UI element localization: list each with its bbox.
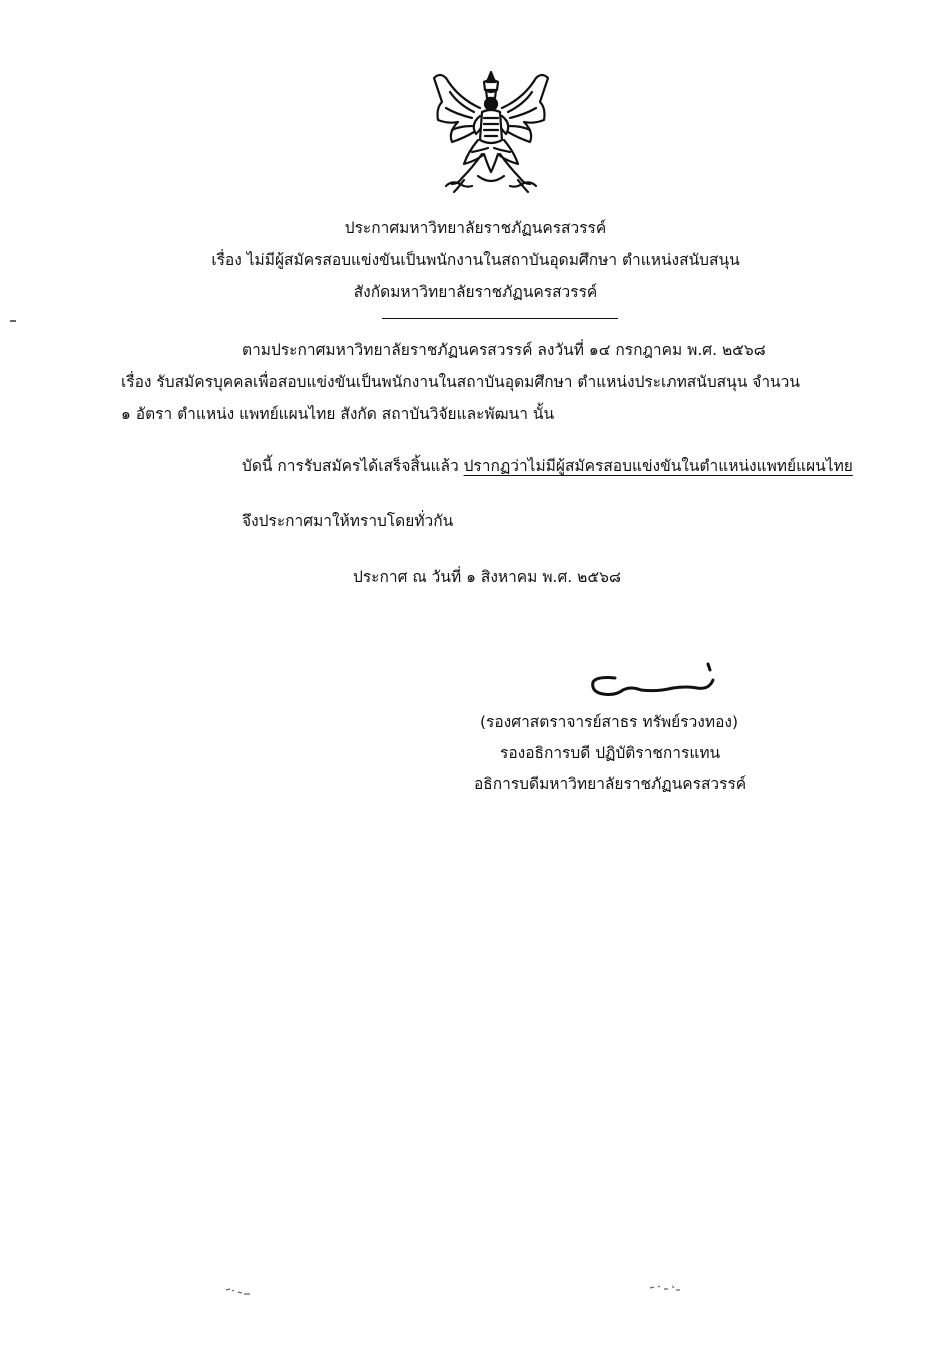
garuda-emblem-icon xyxy=(428,68,554,200)
handwritten-signature xyxy=(585,656,725,704)
paragraph-1-line-1: ตามประกาศมหาวิทยาลัยราชภัฏนครสวรรค์ ลงวันที่ ๑๔ กรกฎาคม พ.ศ. ๒๕๖๘ xyxy=(242,341,766,359)
paragraph-1-line-2: เรื่อง รับสมัครบุคคลเพื่อสอบแข่งขันเป็นพนักงานในสถาบันอุดมศึกษา ตำแหน่งประเภทสนับสนุน จำนวน xyxy=(121,373,800,391)
scan-edge-mark xyxy=(10,320,16,322)
paragraph-1-line-3: ๑ อัตรา ตำแหน่ง แพทย์แผนไทย สังกัด สถาบันวิจัยและพัฒนา นั้น xyxy=(121,405,555,423)
paragraph-3: จึงประกาศมาให้ทราบโดยทั่วกัน xyxy=(242,512,454,530)
announcement-title: ประกาศมหาวิทยาลัยราชภัฏนครสวรรค์ xyxy=(344,219,607,237)
signatory-name: (รองศาสตราจารย์สาธร ทรัพย์รวงทอง) xyxy=(480,713,738,731)
signatory-position: รองอธิการบดี ปฏิบัติราชการแทน xyxy=(500,744,721,762)
title-divider xyxy=(382,318,618,319)
scan-mark-left xyxy=(224,1284,264,1298)
paragraph-2-underlined-text: ปรากฏว่าไม่มีผู้สมัครสอบแข่งขันในตำแหน่งแพทย์แผนไทย xyxy=(463,457,853,475)
paragraph-2 xyxy=(242,456,853,476)
scan-mark-right xyxy=(648,1280,688,1294)
paragraph-2-text: บัดนี้ การรับสมัครได้เสร็จสิ้นแล้ว xyxy=(242,457,464,475)
signatory-acting-for: อธิการบดีมหาวิทยาลัยราชภัฏนครสวรรค์ xyxy=(474,775,747,793)
announcement-subject: เรื่อง ไม่มีผู้สมัครสอบแข่งขันเป็นพนักงานในสถาบันอุดมศึกษา ตำแหน่งสนับสนุน xyxy=(211,251,740,269)
announcement-affiliation: สังกัดมหาวิทยาลัยราชภัฏนครสวรรค์ xyxy=(353,283,598,301)
announcement-date: ประกาศ ณ วันที่ ๑ สิงหาคม พ.ศ. ๒๕๖๘ xyxy=(353,568,621,586)
